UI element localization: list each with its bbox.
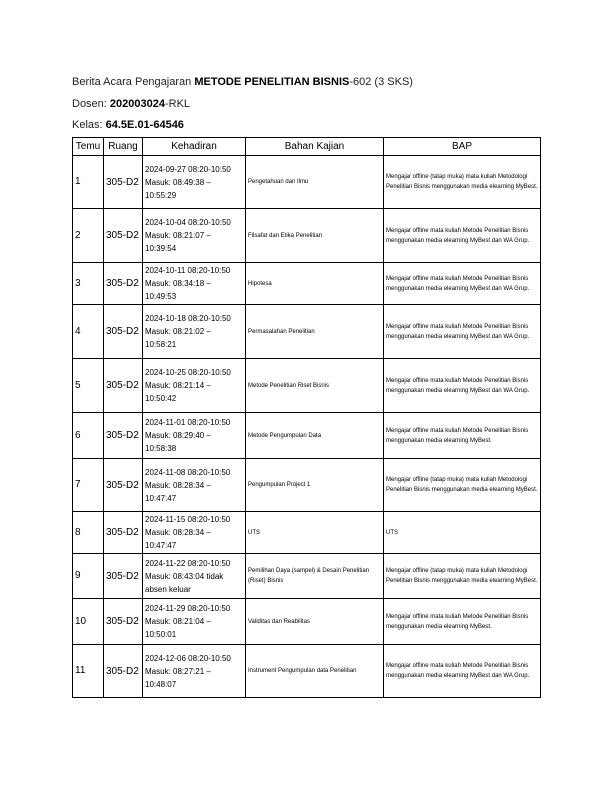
topic-cell: Pemilihan Daya (sampel) & Desain Penelitian (Riset) Bisnis [246,554,384,599]
topic-cell: Hipotesa [246,263,384,305]
table-row [73,413,541,459]
topic-cell: Pengetahuan dan Ilmu [246,156,384,209]
column-header-topic: Bahan Kajian [246,138,384,156]
course-name: METODE PENELITIAN BISNIS [194,76,350,88]
meeting-number: 4 [73,305,104,359]
attendance-cell: 2024-11-08 08:20-10:50 Masuk: 08:28:34 – 10:47:47 [143,459,246,512]
topic-cell: Permasalahan Penelitian [246,305,384,359]
class-label: Kelas: [72,119,103,131]
attendance-cell: 2024-10-18 08:20-10:50 Masuk: 08:21:02 – 10:58:21 [143,305,246,359]
title-prefix: Berita Acara Pengajaran [72,76,192,88]
meeting-number: 8 [73,512,104,554]
topic-cell: Filsafat dan Etika Penelitian [246,209,384,263]
attendance-cell: 2024-11-15 08:20-10:50 Masuk: 08:28:34 – 10:47:47 [143,512,246,554]
topic-cell: Pengumpulan Project 1 [246,459,384,512]
bap-cell: Mengajar offline mata kuliah Metode Penelitian Bisnis menggunakan media elearning MyBest dan WA Grup. [384,209,541,263]
attendance-cell: 2024-10-04 08:20-10:50 Masuk: 08:21:07 – 10:39:54 [143,209,246,263]
course-code: -602 (3 SKS) [349,76,413,88]
meeting-number: 9 [73,554,104,599]
bap-cell: UTS [384,512,541,554]
room-cell: 305-D2 [104,209,143,263]
lecturer-id: 202003024 [109,98,165,110]
room-cell: 305-D2 [104,512,143,554]
attendance-cell: 2024-11-01 08:20-10:50 Masuk: 08:29:40 – 10:58:38 [143,413,246,459]
attendance-cell: 2024-11-22 08:20-10:50 Masuk: 08:43:04 tidak absen keluar [143,554,246,599]
bap-cell: Mengajar offline mata kuliah Metode Penelitian Bisnis menggunakan media elearning MyBest dan WA Grup. [384,305,541,359]
attendance-cell: 2024-10-11 08:20-10:50 Masuk: 08:34:18 – 10:49:53 [143,263,246,305]
attendance-cell: 2024-12-06 08:20-10:50 Masuk: 08:27:21 – 10:48:07 [143,645,246,698]
column-header-room: Ruang [104,138,143,156]
meeting-number: 7 [73,459,104,512]
attendance-cell: 2024-11-29 08:20-10:50 Masuk: 08:21:04 – 10:50:01 [143,599,246,645]
meeting-number: 11 [73,645,104,698]
table-row [73,156,541,209]
table-row [73,305,541,359]
topic-cell: UTS [246,512,384,554]
room-cell: 305-D2 [104,156,143,209]
class-code: 64.5E.01-64546 [105,119,184,131]
table-row [73,263,541,305]
lecturer-line [72,98,190,110]
lecturer-suffix: -RKL [164,98,191,110]
column-header-attendance: Kehadiran [143,138,246,156]
bap-cell: Mengajar offline (tatap muka) mata kuliah Metodologi Penelitian Bisnis menggunakan media elearning MyBest. [384,554,541,599]
room-cell: 305-D2 [104,359,143,413]
room-cell: 305-D2 [104,645,143,698]
bap-cell: Mengajar offline mata kuliah Metode Penelitian Bisnis menggunakan media elearning MyBest dan WA Grup. [384,263,541,305]
column-header-meeting: Temu [73,138,104,156]
lecturer-label: Dosen: [72,98,107,110]
bap-cell: Mengajar offline mata kuliah Metode Penelitian Bisnis menggunakan media elearning MyBest dan WA Grup. [384,359,541,413]
meeting-number: 1 [73,156,104,209]
table-row [73,599,541,645]
meeting-number: 5 [73,359,104,413]
meeting-number: 3 [73,263,104,305]
room-cell: 305-D2 [104,413,143,459]
bap-cell: Mengajar offline mata kuliah Metode Penelitian Bisnis menggunakan media elearning MyBest. [384,599,541,645]
meeting-number: 2 [73,209,104,263]
table-row [73,512,541,554]
room-cell: 305-D2 [104,554,143,599]
room-cell: 305-D2 [104,599,143,645]
report-title [72,76,413,88]
table-row [73,645,541,698]
teaching-report-table [72,137,541,698]
attendance-cell: 2024-09-27 08:20-10:50 Masuk: 08:49:38 – 10:55:29 [143,156,246,209]
topic-cell: Metode Penelitian Riset Bisnis [246,359,384,413]
table-header-row [73,138,541,156]
room-cell: 305-D2 [104,263,143,305]
table-row [73,459,541,512]
table-row [73,359,541,413]
topic-cell: Instrument Pengumpulan data Penelitian [246,645,384,698]
attendance-cell: 2024-10-25 08:20-10:50 Masuk: 08:21:14 – 10:50:42 [143,359,246,413]
class-line [72,119,184,131]
meeting-number: 10 [73,599,104,645]
bap-cell: Mengajar offline mata kuliah Metode Penelitian Bisnis menggunakan media elearning MyBest dan WA Grup. [384,645,541,698]
table-row [73,554,541,599]
topic-cell: Metode Pengumpulan Data [246,413,384,459]
bap-cell: Mengajar offline (tatap muka) mata kuliah Metodologi Penelitian Bisnis menggunakan media elearning MyBest. [384,459,541,512]
bap-cell: Mengajar offline mata kuliah Metode Penelitian Bisnis menggunakan media elearning MyBest. [384,413,541,459]
table-row [73,209,541,263]
meeting-number: 6 [73,413,104,459]
room-cell: 305-D2 [104,459,143,512]
topic-cell: Validitas dan Reabilitas [246,599,384,645]
bap-cell: Mengajar offline (tatap muka) mata kuliah Metodologi Penelitian Bisnis menggunakan media elearning MyBest. [384,156,541,209]
room-cell: 305-D2 [104,305,143,359]
column-header-bap: BAP [384,138,541,156]
